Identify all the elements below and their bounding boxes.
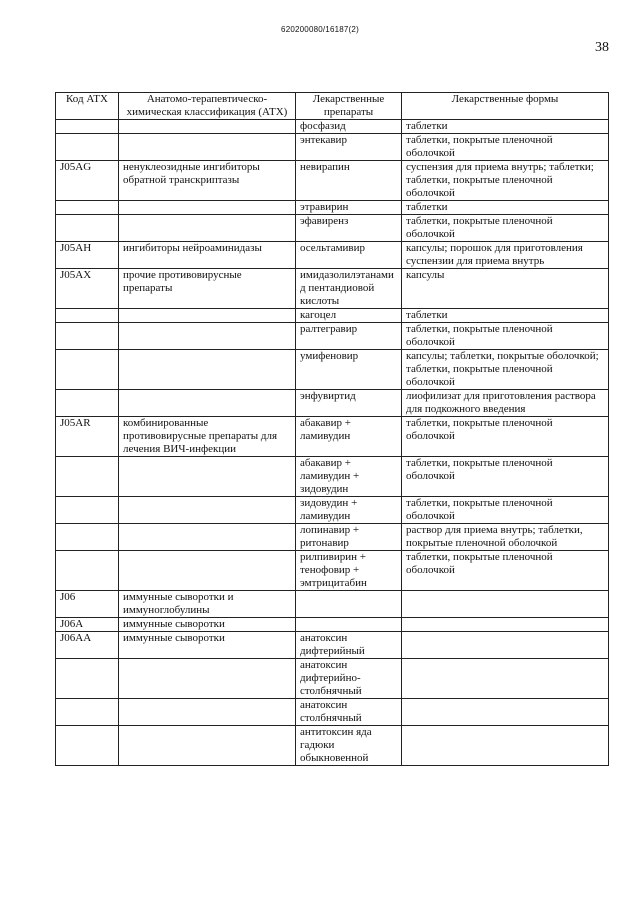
table-row — [56, 161, 609, 201]
classification-cell — [119, 350, 296, 390]
drug-cell: антитоксин яда гадюки обыкновенной — [296, 726, 402, 766]
classification-cell: комбинированные противовирусные препараты для лечения ВИЧ-инфекции — [119, 417, 296, 457]
atx-code-cell — [56, 524, 119, 551]
classification-cell — [119, 497, 296, 524]
classification-cell — [119, 524, 296, 551]
drug-cell: невирапин — [296, 161, 402, 201]
atx-code-cell — [56, 134, 119, 161]
table-row — [56, 591, 609, 618]
classification-cell — [119, 201, 296, 215]
drug-cell: умифеновир — [296, 350, 402, 390]
drug-cell: имидазолилэтанамид пентандиовой кислоты — [296, 269, 402, 309]
drug-cell: кагоцел — [296, 309, 402, 323]
header-forms: Лекарственные формы — [402, 93, 609, 120]
dosage-form-cell: таблетки — [402, 309, 609, 323]
classification-cell — [119, 457, 296, 497]
table-row — [56, 726, 609, 766]
atx-code-cell — [56, 551, 119, 591]
header-classification: Анатомо-терапевтическо-химическая классификация (АТХ) — [119, 93, 296, 120]
dosage-form-cell: лиофилизат для приготовления раствора для подкожного введения — [402, 390, 609, 417]
table-row — [56, 201, 609, 215]
table-row — [56, 323, 609, 350]
atx-code-cell: J06 — [56, 591, 119, 618]
drug-cell — [296, 618, 402, 632]
atx-code-cell — [56, 350, 119, 390]
atx-code-cell: J05AG — [56, 161, 119, 201]
table-row — [56, 551, 609, 591]
classification-cell — [119, 120, 296, 134]
table-row — [56, 632, 609, 659]
dosage-form-cell: раствор для приема внутрь; таблетки, покрытые пленочной оболочкой — [402, 524, 609, 551]
classification-cell — [119, 551, 296, 591]
drug-cell: зидовудин + ламивудин — [296, 497, 402, 524]
classification-cell: иммунные сыворотки — [119, 618, 296, 632]
atx-code-cell — [56, 726, 119, 766]
table-row — [56, 390, 609, 417]
drug-cell: абакавир + ламивудин — [296, 417, 402, 457]
dosage-form-cell — [402, 659, 609, 699]
drug-cell: эфавиренз — [296, 215, 402, 242]
table-row — [56, 269, 609, 309]
dosage-form-cell: таблетки, покрытые пленочной оболочкой — [402, 457, 609, 497]
dosage-form-cell: капсулы — [402, 269, 609, 309]
page-number: 38 — [595, 40, 609, 55]
drug-cell: анатоксин дифтерийный — [296, 632, 402, 659]
table-row — [56, 699, 609, 726]
classification-cell — [119, 390, 296, 417]
dosage-form-cell: таблетки, покрытые пленочной оболочкой — [402, 551, 609, 591]
dosage-form-cell: капсулы; порошок для приготовления суспензии для приема внутрь — [402, 242, 609, 269]
dosage-form-cell — [402, 618, 609, 632]
drug-cell: осельтамивир — [296, 242, 402, 269]
table-row — [56, 417, 609, 457]
header-code: Код АТХ — [56, 93, 119, 120]
classification-cell: ненуклеозидные ингибиторы обратной транскриптазы — [119, 161, 296, 201]
drug-cell: ралтегравир — [296, 323, 402, 350]
drug-cell: энфувиртид — [296, 390, 402, 417]
drug-cell: анатоксин столбнячный — [296, 699, 402, 726]
atx-code-cell — [56, 390, 119, 417]
document-id: 620200080/16187(2) — [281, 25, 359, 34]
dosage-form-cell — [402, 699, 609, 726]
dosage-form-cell: таблетки, покрытые пленочной оболочкой — [402, 134, 609, 161]
table-row — [56, 659, 609, 699]
atx-code-cell — [56, 323, 119, 350]
atx-code-cell — [56, 215, 119, 242]
atx-code-cell — [56, 457, 119, 497]
table-row — [56, 120, 609, 134]
classification-cell — [119, 699, 296, 726]
dosage-form-cell: таблетки — [402, 120, 609, 134]
classification-cell — [119, 309, 296, 323]
classification-cell: иммунные сыворотки — [119, 632, 296, 659]
classification-cell — [119, 659, 296, 699]
table-header — [56, 93, 609, 120]
table-row — [56, 309, 609, 323]
classification-cell: ингибиторы нейроаминидазы — [119, 242, 296, 269]
drug-cell: анатоксин дифтерийно-столбнячный — [296, 659, 402, 699]
table-body — [56, 120, 609, 766]
table-row — [56, 457, 609, 497]
drug-cell — [296, 591, 402, 618]
atx-code-cell: J06AA — [56, 632, 119, 659]
atx-table — [55, 92, 609, 766]
dosage-form-cell: суспензия для приема внутрь; таблетки; таблетки, покрытые пленочной оболочкой — [402, 161, 609, 201]
atx-code-cell — [56, 309, 119, 323]
dosage-form-cell — [402, 632, 609, 659]
atx-code-cell: J05AH — [56, 242, 119, 269]
dosage-form-cell: таблетки, покрытые пленочной оболочкой — [402, 497, 609, 524]
table-row — [56, 134, 609, 161]
drug-cell: фосфазид — [296, 120, 402, 134]
atx-code-cell: J06A — [56, 618, 119, 632]
table-row — [56, 215, 609, 242]
drug-cell: абакавир + ламивудин + зидовудин — [296, 457, 402, 497]
table-row — [56, 497, 609, 524]
classification-cell — [119, 323, 296, 350]
atx-code-cell — [56, 699, 119, 726]
atx-code-cell — [56, 659, 119, 699]
drug-cell: рилпивирин + тенофовир + эмтрицитабин — [296, 551, 402, 591]
table-row — [56, 618, 609, 632]
drug-cell: энтекавир — [296, 134, 402, 161]
table-row — [56, 524, 609, 551]
dosage-form-cell — [402, 726, 609, 766]
atx-code-cell: J05AX — [56, 269, 119, 309]
atx-code-cell — [56, 120, 119, 134]
dosage-form-cell: таблетки, покрытые пленочной оболочкой — [402, 323, 609, 350]
dosage-form-cell: таблетки — [402, 201, 609, 215]
atx-code-cell: J05AR — [56, 417, 119, 457]
header-drugs: Лекарственные препараты — [296, 93, 402, 120]
drug-cell: этравирин — [296, 201, 402, 215]
classification-cell: иммунные сыворотки и иммуноглобулины — [119, 591, 296, 618]
dosage-form-cell: таблетки, покрытые пленочной оболочкой — [402, 215, 609, 242]
classification-cell — [119, 134, 296, 161]
atx-code-cell — [56, 201, 119, 215]
atx-code-cell — [56, 497, 119, 524]
classification-cell — [119, 726, 296, 766]
table-row — [56, 242, 609, 269]
dosage-form-cell: таблетки, покрытые пленочной оболочкой — [402, 417, 609, 457]
dosage-form-cell: капсулы; таблетки, покрытые оболочкой; таблетки, покрытые пленочной оболочкой — [402, 350, 609, 390]
table-row — [56, 350, 609, 390]
classification-cell: прочие противовирусные препараты — [119, 269, 296, 309]
dosage-form-cell — [402, 591, 609, 618]
drug-cell: лопинавир + ритонавир — [296, 524, 402, 551]
classification-cell — [119, 215, 296, 242]
